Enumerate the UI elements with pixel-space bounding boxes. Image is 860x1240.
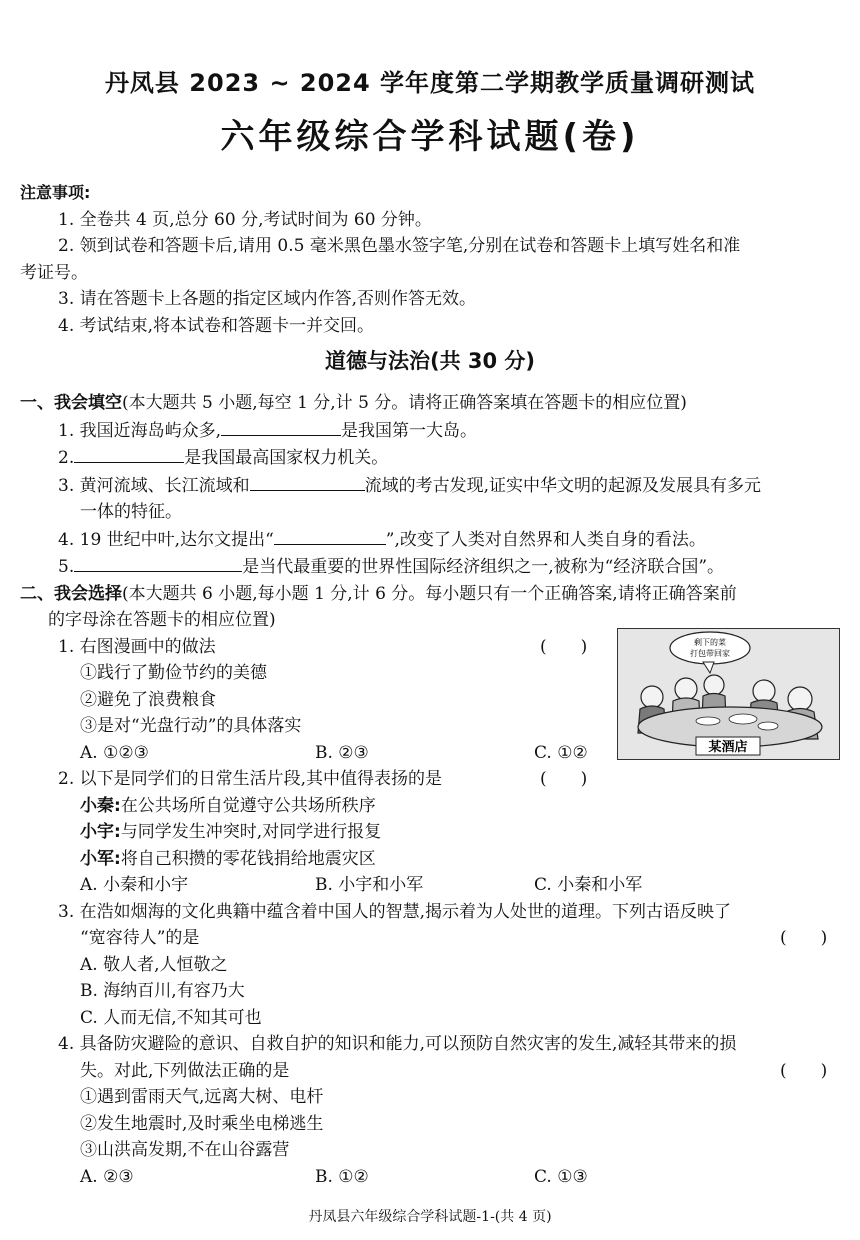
- option-c: C. ①③: [534, 1166, 588, 1187]
- part1-heading-label: 一、我会填空: [20, 393, 122, 413]
- student-example: [0, 819, 860, 846]
- question-text: 是当代最重要的世界性国际经济组织之一,被称为“经济联合国”。: [242, 557, 725, 577]
- speech-bubble: [670, 632, 750, 664]
- question-line: [0, 553, 860, 581]
- answer-blank: [74, 444, 184, 463]
- cartoon-drawing: [618, 629, 839, 759]
- notice-item: 考证号。: [20, 262, 88, 283]
- question-text: 流域的考古发现,证实中华文明的起源及发展具有多元: [364, 475, 762, 496]
- answer-blank: [274, 526, 386, 545]
- option-c: C. ①②: [534, 742, 588, 763]
- statement: ②避免了浪费粮食: [80, 689, 216, 710]
- student-name: 小军:: [80, 848, 121, 869]
- question-line: [0, 417, 860, 445]
- question-stem-cont: [0, 925, 860, 952]
- option-a: A. ②③: [80, 1166, 134, 1187]
- option-b: B. ①②: [315, 1166, 369, 1187]
- notice-item: 3. 请在答题卡上各题的指定区域内作答,否则作答无效。: [58, 289, 477, 309]
- notice-item: 4. 考试结束,将本试卷和答题卡一并交回。: [58, 315, 375, 336]
- question-stem: 失。对此,下列做法正确的是: [80, 1060, 290, 1081]
- statement: ①践行了勤俭节约的美德: [80, 663, 267, 683]
- statement: ②发生地震时,及时乘坐电梯逃生: [80, 1113, 324, 1134]
- section-title: 道德与法治(共 30 分): [324, 349, 536, 373]
- notice-heading: 注意事项:: [20, 183, 91, 202]
- statement: ①遇到雷雨天气,远离大树、电杆: [80, 1087, 324, 1107]
- question-text: 5.: [58, 557, 75, 577]
- option-b: B. 小宇和小军: [315, 875, 424, 895]
- answer-blank: [221, 417, 341, 436]
- question-text: 3. 黄河流域、长江流域和: [58, 475, 250, 496]
- answer-paren: ( ): [540, 636, 588, 657]
- notice-item: 1. 全卷共 4 页,总分 60 分,考试时间为 60 分钟。: [58, 209, 432, 230]
- choice-question: 4. 具备防灾避险的意识、自救自护的知识和能力,可以预防自然灾害的发生,减轻其带来的损: [58, 1034, 737, 1054]
- question-text: 是我国最高国家权力机关。: [184, 448, 389, 468]
- choice-question: [0, 766, 860, 793]
- question-line: [0, 444, 860, 472]
- statement: ③山洪高发期,不在山谷露营: [80, 1140, 290, 1160]
- options-row: [0, 872, 860, 899]
- option-a: A. 敬人者,人恒敬之: [80, 954, 228, 975]
- option-b: B. ②③: [315, 742, 369, 763]
- exam-subtitle: 六年级综合学科试题(卷): [220, 117, 640, 157]
- choice-question: 3. 在浩如烟海的文化典籍中蕴含着中国人的智慧,揭示着为人处世的道理。下列古语反映了: [58, 901, 732, 922]
- question-text: 1. 我国近海岛屿众多,: [58, 420, 222, 441]
- part2-heading-text: (本大题共 6 小题,每小题 1 分,计 6 分。每小题只有一个正确答案,请将正确答案前: [122, 583, 737, 604]
- sign-text: 某酒店: [708, 740, 748, 755]
- question-stem: 1. 右图漫画中的做法: [58, 636, 216, 657]
- bubble-text-2: 打包带回家: [690, 649, 730, 658]
- question-stem-cont: [0, 1058, 860, 1085]
- part1-fill-blank: [0, 390, 860, 1190]
- question-stem: 2. 以下是同学们的日常生活片段,其中值得表扬的是: [58, 769, 443, 789]
- answer-paren: ( ): [780, 928, 828, 948]
- question-text: 是我国第一大岛。: [341, 420, 478, 441]
- part2-heading: [0, 581, 860, 608]
- part1-heading-text: (本大题共 5 小题,每空 1 分,计 5 分。请将正确答案填在答题卡的相应位置): [122, 393, 687, 413]
- option-a: A. 小秦和小宇: [80, 875, 189, 895]
- notice-item: 2. 领到试卷和答题卡后,请用 0.5 毫米黑色墨水签字笔,分别在试卷和答题卡上填写姓名和准: [58, 236, 741, 256]
- part2-heading-cont: 的字母涂在答题卡的相应位置): [48, 610, 276, 630]
- bubble-text-1: 剩下的菜: [694, 638, 726, 647]
- student-name: 小秦:: [80, 795, 121, 816]
- student-example: [0, 846, 860, 873]
- answer-paren: ( ): [540, 769, 588, 789]
- question-stem: “宽容待人”的是: [80, 928, 200, 948]
- cartoon-illustration: [617, 628, 840, 760]
- student-example: [0, 793, 860, 820]
- answer-paren: ( ): [780, 1060, 828, 1081]
- question-text: 4. 19 世纪中叶,达尔文提出“: [58, 529, 274, 550]
- options-row: [0, 1164, 860, 1191]
- option-b: B. 海纳百川,有容乃大: [80, 981, 245, 1001]
- question-line: [0, 526, 860, 554]
- option-c: C. 小秦和小军: [534, 875, 643, 895]
- question-line: 一体的特征。: [80, 502, 182, 522]
- notice-section: [0, 180, 860, 339]
- question-text: 2.: [58, 448, 75, 468]
- answer-blank: [74, 553, 242, 572]
- option-c: C. 人而无信,不知其可也: [80, 1007, 262, 1028]
- part2-heading-label: 二、我会选择: [20, 583, 122, 604]
- exam-title: 丹凤县 2023 ~ 2024 学年度第二学期教学质量调研测试: [104, 69, 756, 97]
- option-a: A. ①②③: [80, 742, 149, 763]
- question-text: ”,改变了人类对自然界和人类自身的看法。: [385, 529, 706, 550]
- student-action: 在公共场所自觉遵守公共场所秩序: [120, 795, 376, 816]
- student-action: 将自己积攒的零花钱捐给地震灾区: [120, 848, 376, 869]
- question-line: [0, 472, 860, 500]
- answer-blank: [250, 472, 365, 491]
- student-action: 与同学发生冲突时,对同学进行报复: [120, 822, 382, 842]
- page-footer: 丹凤县六年级综合学科试题-1-(共 4 页): [308, 1209, 552, 1225]
- statement: ③是对“光盘行动”的具体落实: [80, 716, 302, 736]
- part1-heading: [0, 390, 860, 417]
- student-name: 小宇:: [80, 822, 121, 842]
